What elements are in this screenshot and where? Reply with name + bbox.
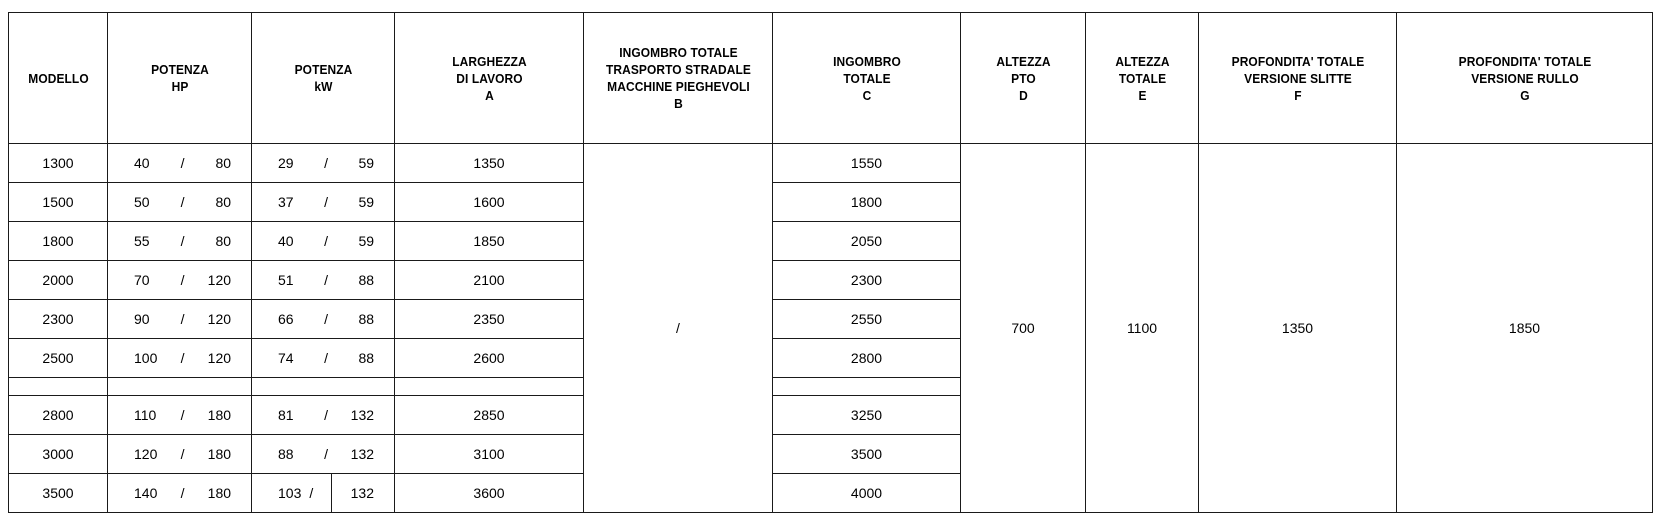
kw-min: 29: [278, 154, 294, 171]
kw-max: 88: [358, 349, 375, 366]
kw-max: 59: [358, 232, 375, 249]
header-text: INGOMBRO: [832, 53, 901, 69]
power-hp-cell: [108, 144, 252, 183]
range-separator: /: [180, 154, 185, 171]
range-separator: /: [324, 271, 328, 288]
range-separator: /: [180, 271, 185, 288]
total-c-cell: 1800: [773, 183, 961, 222]
range-separator: /: [180, 445, 185, 462]
header-text: VERSIONE SLITTE: [1243, 70, 1352, 86]
power-kw-cell: [252, 144, 395, 183]
power-kw-cell: [252, 396, 395, 435]
merged-profondita-slitte-f: 1350: [1199, 144, 1397, 513]
kw-min: 88: [278, 445, 294, 462]
specifications-table: [8, 12, 1653, 513]
power-kw-cell: [252, 339, 395, 378]
header-text: B: [673, 96, 683, 111]
header-text: G: [1519, 87, 1530, 103]
width-a-cell: 3100: [395, 435, 584, 474]
model-cell: 3000: [9, 435, 108, 474]
kw-max: 132: [350, 484, 374, 501]
header-text: ALTEZZA: [1114, 53, 1170, 69]
hp-max: 180: [207, 406, 232, 423]
header-text: C: [862, 87, 871, 103]
kw-max: 88: [358, 310, 375, 327]
total-c-cell: 2800: [773, 339, 961, 378]
hp-max: 80: [215, 232, 232, 249]
header-text: VERSIONE RULLO: [1470, 70, 1579, 86]
header-ingombro-totale: [780, 13, 953, 144]
total-c-cell: 1550: [773, 144, 961, 183]
hp-min: 40: [134, 154, 150, 171]
header-text: ALTEZZA: [995, 53, 1051, 69]
model-cell: 2000: [9, 261, 108, 300]
power-kw-cell: [252, 261, 395, 300]
power-hp-cell: [108, 222, 252, 261]
header-text: TOTALE: [1118, 70, 1166, 86]
range-separator: /: [324, 154, 328, 171]
width-a-cell: 2850: [395, 396, 584, 435]
range-separator: /: [180, 406, 185, 423]
power-kw-cell: [252, 474, 395, 513]
range-separator: /: [324, 406, 328, 423]
kw-max: 88: [358, 271, 375, 288]
range-separator: /: [309, 484, 314, 501]
header-potenza-kw: [257, 13, 389, 144]
model-cell: 1800: [9, 222, 108, 261]
header-text: PROFONDITA' TOTALE: [1458, 53, 1591, 69]
header-text: PTO: [1010, 70, 1036, 86]
model-cell: 2500: [9, 339, 108, 378]
header-text: TOTALE: [842, 70, 891, 86]
model-cell: 3500: [9, 474, 108, 513]
kw-min: 37: [278, 193, 294, 210]
width-a-cell: 3600: [395, 474, 584, 513]
header-text: POTENZA: [150, 62, 209, 77]
range-separator: /: [180, 232, 185, 249]
power-hp-cell: [108, 183, 252, 222]
header-text: PROFONDITA' TOTALE: [1231, 53, 1364, 69]
empty-cell: [395, 378, 584, 396]
header-text: E: [1137, 87, 1147, 103]
header-text: INGOMBRO TOTALE: [618, 45, 738, 60]
hp-min: 90: [134, 310, 150, 327]
power-hp-cell: [108, 339, 252, 378]
kw-min: 66: [278, 310, 294, 327]
model-cell: 2800: [9, 396, 108, 435]
power-hp-cell: [108, 435, 252, 474]
header-text: D: [1018, 87, 1028, 103]
range-separator: /: [180, 310, 185, 327]
range-separator: /: [180, 484, 185, 501]
header-text: LARGHEZZA: [451, 53, 527, 69]
spec-sheet: [8, 12, 1653, 513]
model-cell: 1300: [9, 144, 108, 183]
range-separator: /: [180, 349, 185, 366]
range-separator: /: [324, 232, 328, 249]
hp-min: 100: [134, 349, 158, 366]
merged-ingombro-trasporto-b: /: [584, 144, 773, 513]
range-separator: /: [324, 445, 328, 462]
header-text: HP: [171, 79, 188, 94]
header-text: MACCHINE PIEGHEVOLI: [606, 79, 750, 94]
total-c-cell: 4000: [773, 474, 961, 513]
model-cell: 1500: [9, 183, 108, 222]
kw-min: 40: [278, 232, 294, 249]
kw-max: 59: [358, 193, 375, 210]
hp-min: 120: [134, 445, 158, 462]
model-cell: 2300: [9, 300, 108, 339]
kw-max: 59: [358, 154, 375, 171]
power-kw-cell: [252, 222, 395, 261]
header-profondita-rullo: [1407, 13, 1643, 144]
kw-min: 103: [278, 484, 302, 501]
hp-min: 110: [134, 406, 157, 423]
header-text: MODELLO: [27, 70, 89, 86]
header-text: DI LAVORO: [455, 70, 523, 86]
width-a-cell: 1850: [395, 222, 584, 261]
kw-min: 74: [278, 349, 294, 366]
merged-altezza-totale-e: 1100: [1086, 144, 1199, 513]
hp-max: 80: [215, 154, 232, 171]
hp-max: 180: [207, 484, 232, 501]
header-potenza-hp: [113, 13, 245, 144]
power-kw-cell: [252, 435, 395, 474]
header-text: kW: [313, 79, 333, 94]
power-kw-cell: [252, 300, 395, 339]
total-c-cell: 3500: [773, 435, 961, 474]
merged-profondita-rullo-g: 1850: [1397, 144, 1653, 513]
kw-max: 132: [350, 445, 375, 462]
hp-max: 120: [207, 310, 232, 327]
header-modello: [12, 13, 103, 144]
hp-max: 120: [207, 271, 232, 288]
header-profondita-slitte: [1206, 13, 1388, 144]
power-hp-cell: [108, 300, 252, 339]
width-a-cell: 2600: [395, 339, 584, 378]
header-ingombro-trasporto: [591, 13, 765, 144]
width-a-cell: 1350: [395, 144, 584, 183]
header-altezza-totale: [1090, 13, 1194, 144]
merged-altezza-pto-d: 700: [961, 144, 1086, 513]
header-larghezza: [402, 13, 576, 144]
hp-max: 80: [215, 193, 232, 210]
hp-max: 180: [207, 445, 232, 462]
total-c-cell: 2550: [773, 300, 961, 339]
range-separator: /: [324, 310, 328, 327]
total-c-cell: 3250: [773, 396, 961, 435]
power-kw-cell: [252, 183, 395, 222]
kw-max: 132: [350, 406, 375, 423]
header-altezza-pto: [966, 13, 1081, 144]
power-hp-cell: [108, 396, 252, 435]
hp-max: 120: [207, 349, 232, 366]
width-a-cell: 2350: [395, 300, 584, 339]
table-row: [9, 144, 1653, 183]
kw-min: 51: [278, 271, 294, 288]
hp-min: 70: [134, 271, 150, 288]
empty-cell: [252, 378, 395, 396]
total-c-cell: 2050: [773, 222, 961, 261]
hp-min: 55: [134, 232, 150, 249]
range-separator: /: [180, 193, 185, 210]
total-c-cell: 2300: [773, 261, 961, 300]
kw-min: 81: [278, 406, 294, 423]
power-hp-cell: [108, 474, 252, 513]
header-text: F: [1293, 87, 1302, 103]
header-text: A: [484, 87, 494, 103]
empty-cell: [773, 378, 961, 396]
empty-cell: [108, 378, 252, 396]
header-text: POTENZA: [294, 62, 352, 77]
hp-min: 140: [134, 484, 158, 501]
power-hp-cell: [108, 261, 252, 300]
hp-min: 50: [134, 193, 150, 210]
width-a-cell: 2100: [395, 261, 584, 300]
header-text: TRASPORTO STRADALE: [605, 62, 751, 77]
range-separator: /: [324, 349, 328, 366]
table-header-row: [9, 13, 1653, 144]
width-a-cell: 1600: [395, 183, 584, 222]
empty-cell: [9, 378, 108, 396]
range-separator: /: [324, 193, 328, 210]
